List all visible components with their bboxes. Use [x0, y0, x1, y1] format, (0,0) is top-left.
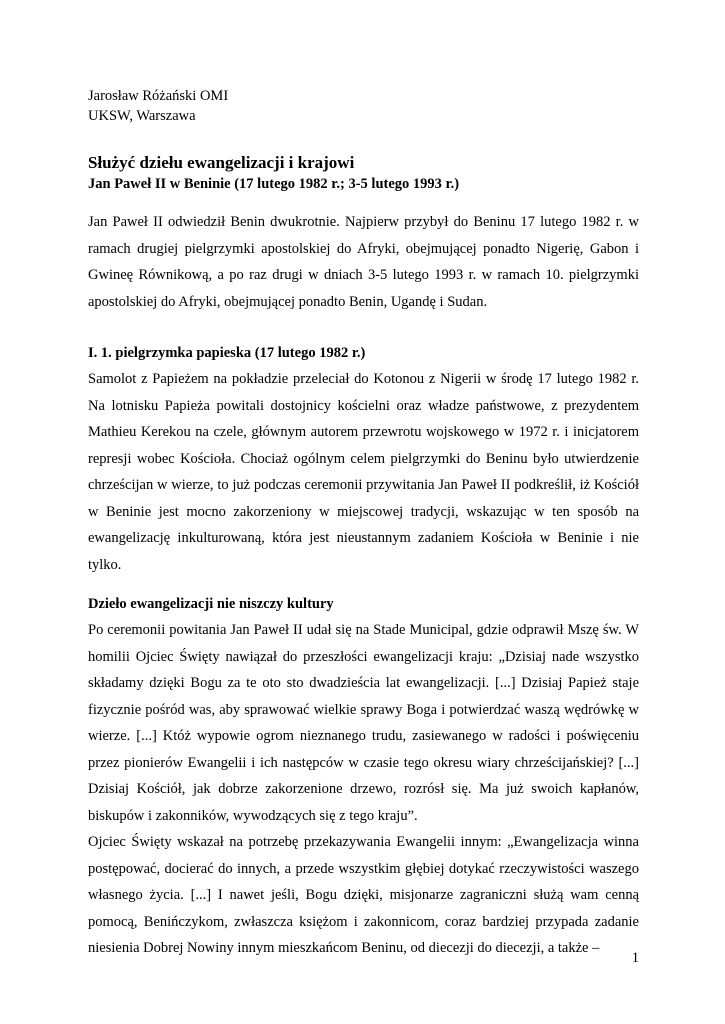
author-block [88, 86, 228, 126]
intro-paragraph: Jan Paweł II odwiedził Benin dwukrotnie. Najpierw przybył do Beninu 17 lutego 1982 r. w ramach drugiej pielgrzymki apostolskiej do Afryki, obejmującej ponadto Nigerię, Gabon i Gwineę Równikową, a po raz drugi w dniach 3-5 lutego 1993 r. w ramach 10. pielgrzymki apostolskiej do Afryki, obejmującej ponadto Benin, Ugandę i Sudan. [88, 214, 639, 310]
section-2-paragraph-1: Po ceremonii powitania Jan Paweł II udał się na Stade Municipal, gdzie odprawił Mszę św. W homilii Ojciec Święty nawiązał do przeszłości ewangelizacji kraju: „Dzisiaj nade wszystko składamy dzięki Bogu za te oto sto dwadzieścia lat ewangelizacji. [...] Dzisiaj Papież staje fizycznie pośród was, aby sprawować wielkie sprawy Boga i potwierdzać waszą wędrówkę w wierze. [...] Któż wypowie ogrom nieznanego trudu, zasiewanego w radości i poświęceniu przez pionierów Ewangelii i ich następców w czasie tego okresu wiary chrześcijańskiej? [...] Dzisiaj Kościół, jak dobrze zakorzenione drzewo, rozrósł się. Ma już swoich kapłanów, biskupów i zakonników, wywodzących się z tego kraju”. [88, 622, 639, 824]
section-2-heading: Dzieło ewangelizacji nie niszczy kultury [88, 596, 334, 612]
page-subtitle: Jan Paweł II w Beninie (17 lutego 1982 r.; 3-5 lutego 1993 r.) [88, 176, 460, 192]
section-1-paragraph: Samolot z Papieżem na pokładzie przeleciał do Kotonou z Nigerii w środę 17 lutego 1982 r. Na lotnisku Papieża powitali dostojnicy kościelni oraz władze państwowe, z prezydentem Mathieu Kerekou na czele, głównym autorem przewrotu wojskowego w 1972 r. i inicjatorem represji wobec Kościoła. Chociaż ogólnym celem pielgrzymki do Beninu było utwierdzenie chrześcijan w wierze, to już podczas ceremonii przywitania Jan Paweł II podkreślił, iż Kościół w Beninie jest mocno zakorzeniony w miejscowej tradycji, wskazując w ten sposób na ewangelizację inkulturowaną, która jest nieustannym zadaniem Kościoła w Beninie i nie tylko. [88, 371, 639, 573]
title-block [88, 152, 648, 194]
author-name: Jarosław Różański OMI [88, 88, 229, 104]
page-title: Służyć dziełu ewangelizacji i krajowi [88, 153, 355, 172]
section-2-paragraph-2: Ojciec Święty wskazał na potrzebę przekazywania Ewangelii innym: „Ewangelizacja winna postępować, docierać do innych, a przede wszystkim głębiej dotykać rzeczywistości waszego własnego życia. [...] I nawet jeśli, Bogu dzięki, misjonarze zagraniczni służą wam cenną pomocą, Benińczykom, zwłaszcza księżom i zakonnicom, coraz bardziej przypada zadanie niesienia Dobrej Nowiny innym mieszkańcom Beninu, od diecezji do diecezji, a także – [88, 834, 639, 956]
section-1-heading: I. 1. pielgrzymka papieska (17 lutego 1982 r.) [88, 345, 366, 361]
section-2-body [88, 617, 639, 962]
page-number: 1 [631, 950, 639, 966]
author-affiliation: UKSW, Warszawa [88, 108, 196, 124]
